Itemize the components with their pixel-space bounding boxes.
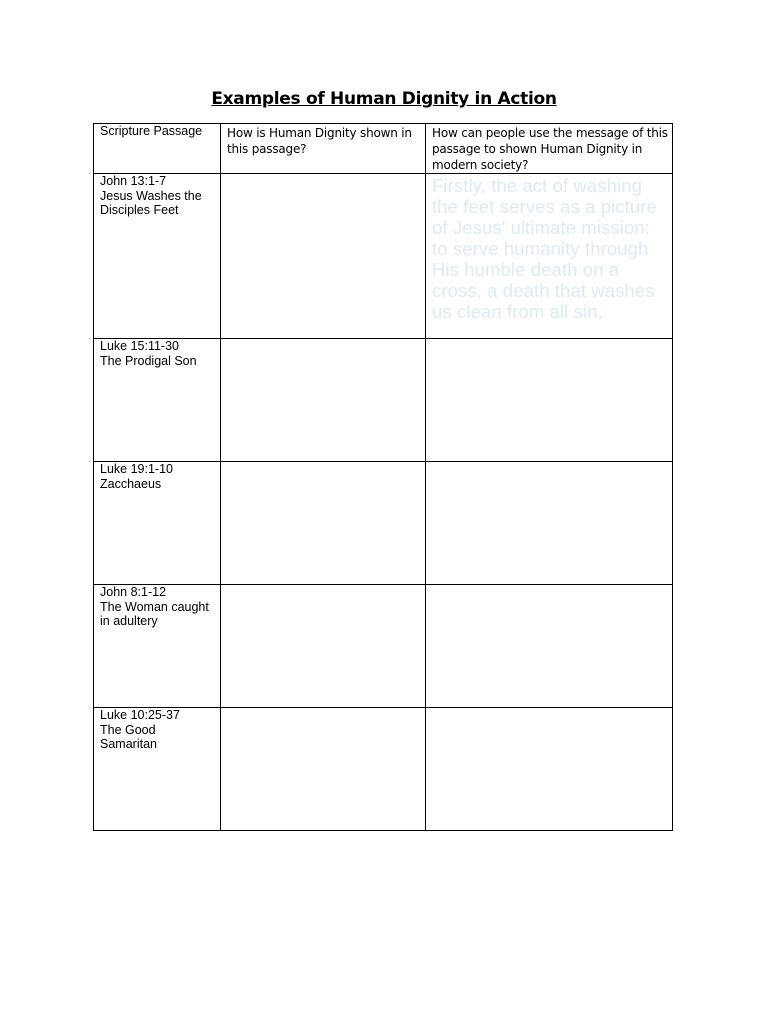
table-row xyxy=(94,462,673,585)
table-header-row xyxy=(94,124,673,174)
passage-name: The Good Samaritan xyxy=(100,722,157,751)
modern-society-answer-cell[interactable] xyxy=(426,708,673,831)
scripture-reference: Luke 15:11-30 xyxy=(100,339,179,353)
table-row xyxy=(94,339,673,462)
table-row xyxy=(94,585,673,708)
modern-society-answer-cell[interactable] xyxy=(426,174,673,339)
dignity-answer-cell[interactable] xyxy=(221,708,426,831)
passage-name: The Prodigal Son xyxy=(100,353,197,368)
scripture-reference: John 8:1-12 xyxy=(100,585,167,599)
header-modern-society-label: How can people use the message of this passage to shown Human Dignity in modern society? xyxy=(432,126,668,172)
table-row xyxy=(94,174,673,339)
scripture-reference: Luke 19:1-10 xyxy=(100,462,173,476)
modern-society-answer-cell[interactable] xyxy=(426,585,673,708)
dignity-answer-cell[interactable] xyxy=(221,174,426,339)
scripture-reference: John 13:1-7 xyxy=(100,174,167,188)
dignity-answer-cell[interactable] xyxy=(221,585,426,708)
scripture-cell xyxy=(94,462,221,585)
scripture-reference: Luke 10:25-37 xyxy=(100,708,180,722)
worksheet-title: Examples of Human Dignity in Action xyxy=(211,89,557,109)
modern-society-answer-cell[interactable] xyxy=(426,339,673,462)
scripture-cell xyxy=(94,339,221,462)
modern-society-answer-cell[interactable] xyxy=(426,462,673,585)
table-row xyxy=(94,708,673,831)
header-scripture-passage-label: Scripture Passage xyxy=(100,124,203,138)
worksheet-table xyxy=(93,123,673,831)
dignity-answer-cell[interactable] xyxy=(221,339,426,462)
passage-name: Zacchaeus xyxy=(100,476,162,491)
scripture-cell xyxy=(94,708,221,831)
scripture-cell xyxy=(94,174,221,339)
header-dignity-shown xyxy=(221,124,426,174)
header-modern-society xyxy=(426,124,673,174)
header-dignity-shown-label: How is Human Dignity shown in this passage? xyxy=(227,126,412,156)
dignity-answer-cell[interactable] xyxy=(221,462,426,585)
modern-society-answer: Firstly, the act of washing the feet serves as a picture of Jesus' ultimate mission: to serve humanity through His humble death on a cross, a death that washes us clean from all sin. xyxy=(432,175,657,322)
header-scripture-passage xyxy=(94,124,221,174)
passage-name: The Woman caught in adultery xyxy=(100,599,209,628)
passage-name: Jesus Washes the Disciples Feet xyxy=(100,188,202,217)
scripture-cell xyxy=(94,585,221,708)
